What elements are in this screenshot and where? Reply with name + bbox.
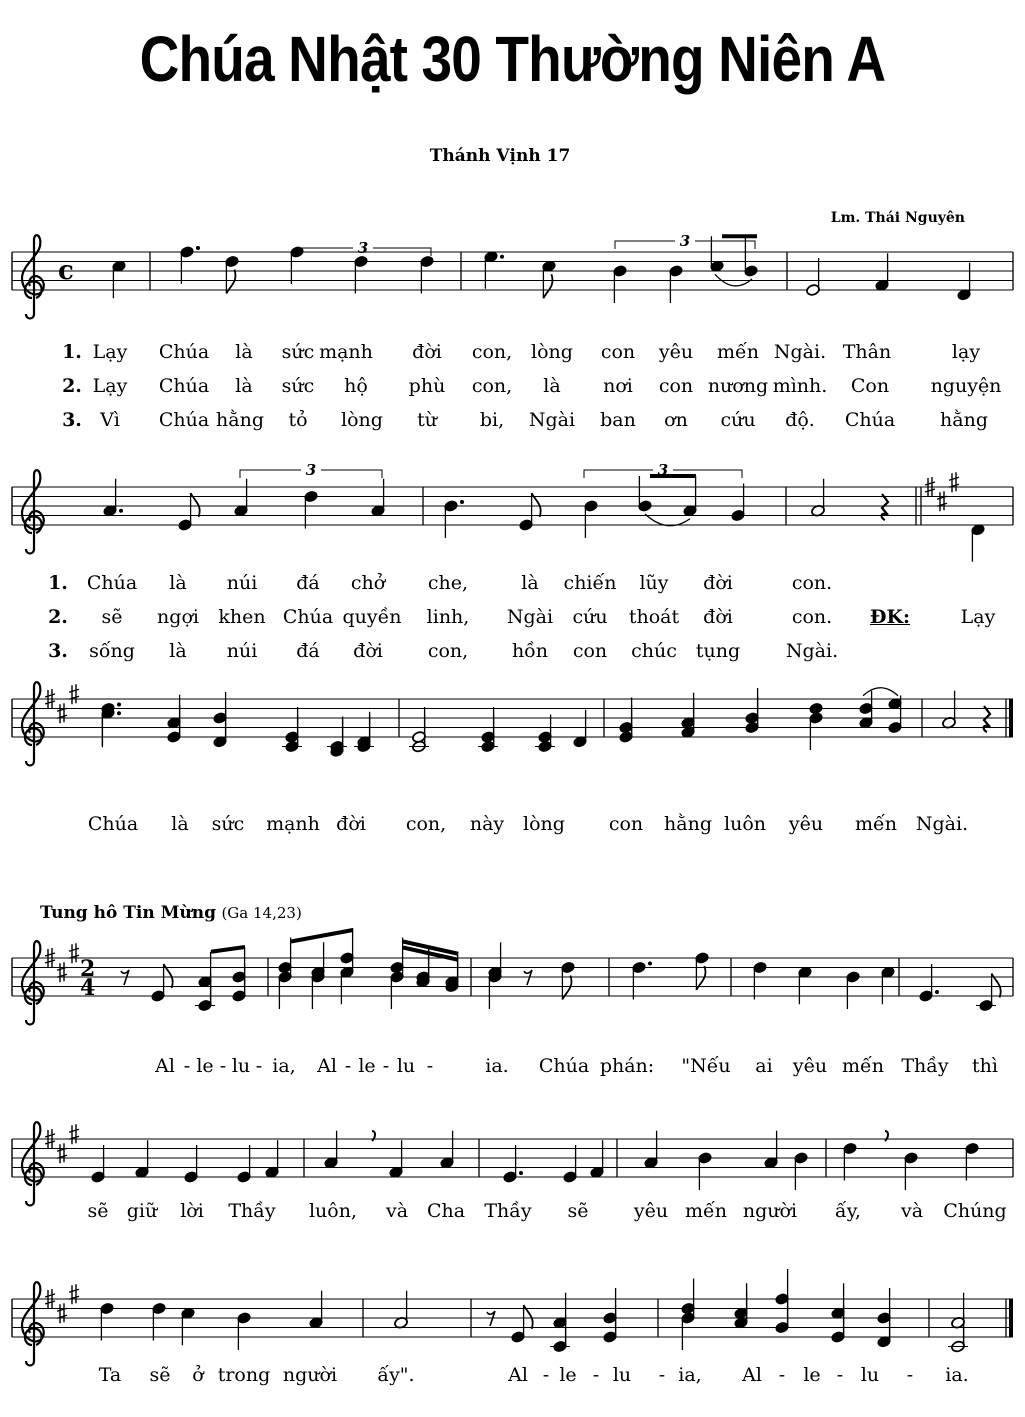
- time-signature-top: 2: [80, 956, 96, 982]
- note-flag: [543, 274, 552, 298]
- lyric-syllable: người: [282, 1364, 338, 1386]
- note-head: [809, 702, 824, 715]
- lyric-syllable: Vì: [100, 409, 120, 431]
- lyric-syllable: le: [196, 1055, 214, 1077]
- lyric-syllable: le: [358, 1055, 376, 1077]
- lyric-syllable: lòng: [523, 813, 565, 835]
- beam: [291, 930, 353, 942]
- lyric-syllable: nương: [707, 375, 769, 397]
- lyric-syllable: chiến: [563, 572, 617, 594]
- sharp-sign: [69, 943, 79, 963]
- time-signature-bottom: 4: [80, 975, 96, 1001]
- lyric-syllable: phù: [408, 375, 446, 397]
- lyric-syllable: ngợi: [157, 606, 199, 628]
- lyric-syllable: mến: [685, 1200, 727, 1222]
- augmentation-dot: [648, 962, 652, 966]
- lyric-syllable: sức: [281, 341, 315, 363]
- augmentation-dot: [119, 509, 123, 513]
- lyric-syllable: yêu: [792, 1055, 828, 1077]
- lyric-syllable: Ngài.: [773, 341, 827, 363]
- lyric-syllable: Thân: [842, 341, 892, 363]
- sharp-sign: [949, 472, 959, 492]
- lyric-syllable: lu: [860, 1364, 880, 1386]
- lyric-syllable: thì: [972, 1055, 998, 1077]
- lyric-syllable: -: [658, 1364, 666, 1386]
- lyric-syllable: mình.: [772, 375, 828, 397]
- treble-clef: [22, 1282, 44, 1365]
- lyric-syllable: hằng: [940, 409, 988, 431]
- lyric-syllable: núi: [226, 572, 258, 594]
- lyric-syllable: ơn: [664, 409, 688, 431]
- lyric-syllable: 2.: [62, 375, 82, 397]
- lyric-syllable: -: [542, 1364, 550, 1386]
- sharp-sign: [57, 1303, 67, 1323]
- lyric-syllable: 3.: [48, 640, 68, 662]
- lyric-syllable: hằng: [664, 813, 712, 835]
- lyric-syllable: -: [836, 1364, 844, 1386]
- augmentation-dot: [117, 703, 121, 707]
- lyric-syllable: đời: [412, 341, 442, 363]
- lyric-syllable: đá: [296, 640, 320, 662]
- time-signature: c: [58, 256, 74, 286]
- lyric-syllable: -: [906, 1364, 914, 1386]
- lyric-syllable: Lạy: [92, 341, 128, 363]
- gospel-heading-label: Tung hô Tin Mừng: [40, 903, 217, 923]
- lyric-syllable: -: [255, 1055, 263, 1077]
- lyric-syllable: "Nếu: [681, 1055, 731, 1077]
- lyric-syllable: Ngài.: [785, 640, 839, 662]
- treble-clef: [22, 235, 44, 318]
- lyric-syllable: sức: [281, 375, 315, 397]
- lyric-syllable: -: [344, 1055, 352, 1077]
- lyric-syllable: Ngài: [528, 409, 576, 431]
- quarter-rest: [882, 494, 888, 520]
- quarter-rest: [984, 706, 990, 732]
- lyric-syllable: con,: [405, 813, 447, 835]
- lyric-syllable: Ngài.: [915, 813, 969, 835]
- lyric-syllable: ở: [192, 1364, 204, 1386]
- lyric-syllable: Chúng: [943, 1200, 1007, 1222]
- lyric-syllable: lu: [396, 1055, 416, 1077]
- lyric-syllable: thoát: [628, 606, 680, 628]
- lyric-syllable: và: [900, 1200, 924, 1222]
- lyric-syllable: 3.: [62, 409, 82, 431]
- triplet-number: 3: [305, 461, 317, 479]
- lyric-syllable: -: [382, 1055, 390, 1077]
- lyric-syllable: con: [600, 341, 636, 363]
- lyric-syllable: -: [426, 1055, 434, 1077]
- lyric-syllable: ia,: [272, 1055, 296, 1077]
- lyric-syllable: Lạy: [960, 606, 996, 628]
- lyric-syllable: mến: [842, 1055, 884, 1077]
- lyric-syllable: lu: [612, 1364, 632, 1386]
- beam: [211, 947, 245, 952]
- lyric-syllable: đời: [703, 572, 733, 594]
- lyric-syllable: Al: [155, 1055, 175, 1077]
- triplet-number: 3: [357, 239, 369, 257]
- lyric-syllable: Cha: [426, 1200, 466, 1222]
- sharp-sign: [69, 1284, 79, 1304]
- lyric-syllable: mạnh: [319, 341, 373, 363]
- lyric-syllable: núi: [226, 640, 258, 662]
- lyric-syllable: Al: [742, 1364, 762, 1386]
- lyric-syllable: yêu: [633, 1200, 669, 1222]
- lyric-syllable: ấy".: [377, 1364, 415, 1386]
- lyric-syllable: lòng: [531, 341, 573, 363]
- lyric-syllable: quyền: [342, 606, 402, 628]
- lyric-syllable: Chúa: [158, 409, 210, 431]
- lyric-syllable: Chúa: [282, 606, 334, 628]
- treble-clef: [22, 470, 44, 553]
- lyric-syllable: Thầy: [484, 1200, 532, 1222]
- lyric-syllable: bi,: [479, 409, 505, 431]
- lyric-syllable: Chúa: [538, 1055, 590, 1077]
- lyric-syllable: Chúa: [844, 409, 896, 431]
- lyric-syllable: Chúa: [86, 572, 138, 594]
- lyric-syllable: con,: [471, 375, 513, 397]
- lyric-syllable: lòng: [341, 409, 383, 431]
- page-title: Chúa Nhật 30 Thường Niên A: [139, 23, 886, 95]
- lyric-syllable: lũy: [639, 572, 669, 594]
- lyric-syllable: luôn,: [308, 1200, 358, 1222]
- lyric-syllable: là: [169, 572, 187, 594]
- lyric-syllable: con.: [791, 606, 833, 628]
- treble-clef: [22, 1122, 44, 1205]
- slur: [863, 688, 898, 696]
- lyric-syllable: -: [219, 1055, 227, 1077]
- lyric-syllable: đời: [336, 813, 366, 835]
- lyric-syllable: là: [543, 375, 561, 397]
- lyric-syllable: Thầy: [228, 1200, 276, 1222]
- lyric-syllable: chở: [350, 572, 386, 594]
- lyric-syllable: là: [521, 572, 539, 594]
- lyric-syllable: 2.: [48, 606, 68, 628]
- lyric-syllable: con.: [791, 572, 833, 594]
- lyric-syllable: cứu: [720, 409, 756, 431]
- lyric-syllable: Con: [850, 375, 890, 397]
- lyric-syllable: Chúa: [87, 813, 139, 835]
- lyric-syllable: là: [235, 375, 253, 397]
- lyric-syllable: luôn: [724, 813, 766, 835]
- lyric-syllable: Chúa: [158, 341, 210, 363]
- lyric-syllable: cứu: [572, 606, 608, 628]
- augmentation-dot: [196, 246, 200, 250]
- lyric-syllable: đời: [703, 606, 733, 628]
- lyric-syllable: tỏ: [288, 409, 308, 431]
- lyric-syllable: độ.: [785, 409, 815, 431]
- lyric-syllable: mạnh: [266, 813, 320, 835]
- augmentation-dot: [519, 1171, 523, 1175]
- lyric-syllable: là: [171, 813, 189, 835]
- lyric-syllable: đời: [353, 640, 383, 662]
- lyric-syllable: sẽ: [101, 606, 123, 628]
- lyric-syllable: Chúa: [158, 375, 210, 397]
- lyric-syllable: nơi: [603, 375, 633, 397]
- lyric-syllable: sống: [89, 640, 135, 662]
- lyric-syllable: Ngài: [506, 606, 554, 628]
- lyric-syllable: phán:: [599, 1055, 655, 1077]
- augmentation-dot: [935, 990, 939, 994]
- lyric-syllable: ấy,: [835, 1200, 861, 1222]
- lyric-syllable: là: [169, 640, 187, 662]
- augmentation-dot: [500, 255, 504, 259]
- lyric-syllable: le: [803, 1364, 821, 1386]
- sharp-sign: [69, 1124, 79, 1144]
- sharp-sign: [57, 1143, 67, 1163]
- lyric-syllable: ia,: [678, 1364, 702, 1386]
- lyric-syllable: sẽ: [567, 1200, 589, 1222]
- lyric-syllable: con: [608, 813, 644, 835]
- lyric-syllable: giữ: [126, 1200, 158, 1222]
- lyric-syllable: Al: [508, 1364, 528, 1386]
- augmentation-dot: [117, 711, 121, 715]
- lyric-syllable: đá: [296, 572, 320, 594]
- sharp-sign: [69, 684, 79, 704]
- psalm-title: Thánh Vịnh 17: [429, 146, 571, 166]
- lyric-syllable: con,: [471, 341, 513, 363]
- lyric-syllable: le: [559, 1364, 577, 1386]
- lyric-syllable: hộ: [344, 375, 368, 397]
- lyric-syllable: từ: [417, 409, 437, 431]
- lyric-syllable: yêu: [658, 341, 694, 363]
- gospel-reference: (Ga 14,23): [221, 904, 302, 922]
- lyric-syllable: chúc: [631, 640, 677, 662]
- treble-clef: [22, 682, 44, 765]
- lyric-syllable: nguyện: [930, 375, 1002, 397]
- lyric-syllable: người: [742, 1200, 798, 1222]
- lyric-syllable: lu: [231, 1055, 251, 1077]
- lyric-syllable: con: [572, 640, 608, 662]
- lyric-syllable: Ta: [98, 1364, 122, 1386]
- lyric-syllable: và: [385, 1200, 409, 1222]
- treble-clef: [22, 941, 44, 1024]
- lyric-syllable: yêu: [788, 813, 824, 835]
- composer: Lm. Thái Nguyên: [830, 210, 965, 226]
- lyric-syllable: Lạy: [92, 375, 128, 397]
- lyric-syllable: hồn: [511, 640, 549, 662]
- lyric-syllable: lời: [180, 1200, 204, 1222]
- sharp-sign: [57, 962, 67, 982]
- sharp-sign: [937, 491, 947, 511]
- sharp-sign: [57, 703, 67, 723]
- triplet-number: 3: [679, 232, 691, 250]
- lyric-syllable: sẽ: [87, 1200, 109, 1222]
- lyric-syllable: ai: [755, 1055, 773, 1077]
- lyric-syllable: -: [778, 1364, 786, 1386]
- lyric-syllable: -: [592, 1364, 600, 1386]
- lyric-syllable: 1.: [62, 341, 82, 363]
- lyric-syllable: con: [658, 375, 694, 397]
- lyric-syllable: tụng: [695, 640, 741, 662]
- lyric-syllable: là: [235, 341, 253, 363]
- lyric-syllable: ĐK:: [869, 606, 911, 628]
- lyric-syllable: mến: [717, 341, 759, 363]
- lyric-syllable: 1.: [48, 572, 68, 594]
- triplet-number: 3: [657, 461, 669, 479]
- lyric-syllable: linh,: [426, 606, 470, 628]
- lyric-syllable: Thầy: [901, 1055, 949, 1077]
- lyric-syllable: sức: [211, 813, 245, 835]
- augmentation-dot: [460, 500, 464, 504]
- lyric-syllable: khen: [218, 606, 266, 628]
- lyric-syllable: hằng: [216, 409, 264, 431]
- lyric-syllable: ban: [600, 409, 636, 431]
- lyric-syllable: -: [183, 1055, 191, 1077]
- lyric-syllable: con,: [427, 640, 469, 662]
- lyric-syllable: ia.: [485, 1055, 509, 1077]
- lyric-syllable: lạy: [951, 341, 981, 363]
- lyric-syllable: mến: [855, 813, 897, 835]
- lyric-syllable: Al: [317, 1055, 337, 1077]
- lyric-syllable: sẽ: [149, 1364, 171, 1386]
- lyric-syllable: che,: [427, 572, 469, 594]
- lyric-syllable: ia.: [945, 1364, 969, 1386]
- lyric-syllable: này: [469, 813, 505, 835]
- lyric-syllable: trong: [217, 1364, 271, 1386]
